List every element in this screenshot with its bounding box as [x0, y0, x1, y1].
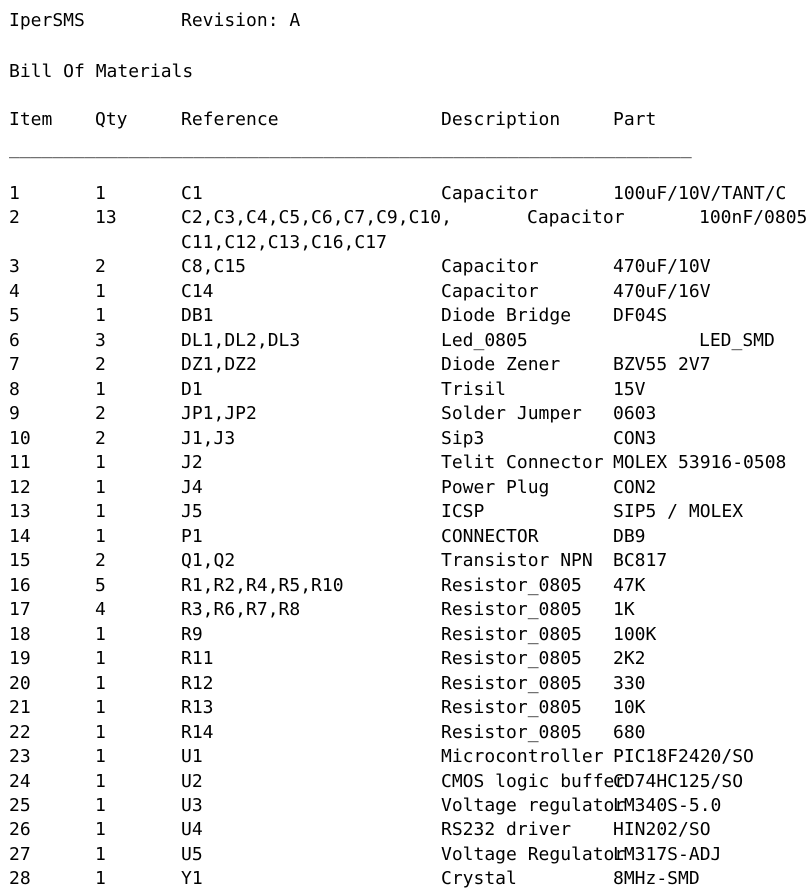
cell-reference: DL1,DL2,DL3 [181, 329, 301, 351]
cell-item: 4 [9, 280, 20, 302]
cell-description: Diode Bridge [441, 305, 572, 327]
cell-description: Resistor_0805 [441, 623, 582, 645]
cell-reference: C1 [181, 183, 203, 204]
cell-item: 9 [9, 403, 20, 425]
cell-qty: 1 [95, 183, 106, 204]
cell-qty: 1 [95, 623, 106, 645]
cell-description: Trisil [441, 378, 507, 400]
cell-item: 3 [9, 256, 20, 278]
cell-reference: J4 [181, 476, 203, 498]
cell-description: Power Plug [441, 476, 550, 498]
cell-reference: R14 [181, 721, 214, 743]
cell-reference: R13 [181, 697, 214, 719]
cell-description: Capacitor [441, 256, 539, 278]
cell-part: 100uF/10V/TANT/C [613, 183, 787, 204]
cell-part: DF04S [613, 305, 668, 327]
cell-part: CON3 [613, 427, 657, 449]
cell-item: 12 [9, 476, 31, 498]
cell-description: RS232 driver [441, 819, 572, 841]
cell-qty: 1 [95, 697, 106, 719]
cell-reference: Q1,Q2 [181, 550, 236, 572]
cell-description: Resistor_0805 [441, 599, 582, 621]
cell-reference: DB1 [181, 305, 214, 327]
cell-description: Transistor NPN [441, 550, 593, 572]
revision-label: Revision: A [181, 10, 301, 31]
cell-item: 16 [9, 574, 31, 596]
cell-qty: 2 [95, 256, 106, 278]
cell-description: Solder Jumper [441, 403, 582, 425]
cell-part: LM317S-ADJ [613, 843, 722, 865]
column-header-item: Item [9, 109, 53, 130]
cell-description: Resistor_0805 [441, 672, 582, 694]
cell-reference: R11 [181, 648, 214, 670]
cell-part: 15V [613, 378, 646, 400]
cell-reference: U4 [181, 819, 203, 841]
cell-part: 0603 [613, 403, 657, 425]
cell-reference: U1 [181, 746, 203, 768]
cell-item: 5 [9, 305, 20, 327]
cell-description: Resistor_0805 [441, 648, 582, 670]
cell-part: 680 [613, 721, 646, 743]
cell-qty: 1 [95, 843, 106, 865]
cell-description: Sip3 [441, 427, 485, 449]
cell-reference: R3,R6,R7,R8 [181, 599, 301, 621]
cell-part: 8MHz-SMD [613, 868, 700, 890]
cell-qty: 1 [95, 721, 106, 743]
cell-reference: Y1 [181, 868, 203, 890]
cell-item: 21 [9, 697, 31, 719]
cell-qty: 1 [95, 280, 106, 302]
cell-item: 14 [9, 525, 31, 547]
cell-part: 47K [613, 574, 646, 596]
cell-part: BC817 [613, 550, 668, 572]
cell-part: CD74HC125/SO [613, 770, 744, 792]
cell-description: Microcontroller [441, 746, 604, 768]
cell-item: 7 [9, 354, 20, 376]
cell-item: 24 [9, 770, 31, 792]
cell-item: 23 [9, 746, 31, 768]
cell-qty: 2 [95, 550, 106, 572]
cell-part: 100K [613, 623, 657, 645]
cell-description: Resistor_0805 [441, 574, 582, 596]
cell-part: DB9 [613, 525, 646, 547]
cell-reference: P1 [181, 525, 203, 547]
cell-reference: R1,R2,R4,R5,R10 [181, 574, 344, 596]
cell-qty: 1 [95, 378, 106, 400]
cell-qty: 4 [95, 599, 106, 621]
cell-item: 25 [9, 795, 31, 816]
cell-item: 13 [9, 501, 31, 523]
cell-description: Resistor_0805 [441, 721, 582, 743]
cell-description: ICSP [441, 501, 485, 523]
cell-part: 2K2 [613, 648, 646, 670]
cell-qty: 1 [95, 795, 106, 816]
document-title: Bill Of Materials [9, 61, 194, 82]
cell-item: 18 [9, 623, 31, 645]
cell-description: Voltage regulator [441, 795, 626, 816]
cell-part: 100nF/0805 [699, 207, 808, 229]
cell-part: HIN202/SO [613, 819, 711, 841]
cell-qty: 1 [95, 452, 106, 474]
cell-qty: 13 [95, 207, 117, 229]
cell-qty: 1 [95, 501, 106, 523]
cell-part: LM340S-5.0 [613, 795, 722, 816]
cell-item: 6 [9, 329, 20, 351]
cell-part: LED_SMD [699, 329, 775, 351]
cell-description: Led_0805 [441, 329, 528, 351]
cell-reference: C2,C3,C4,C5,C6,C7,C9,C10, [181, 207, 452, 229]
cell-qty: 5 [95, 574, 106, 596]
cell-qty: 2 [95, 354, 106, 376]
cell-part: PIC18F2420/SO [613, 746, 754, 768]
column-header-part: Part [613, 109, 657, 130]
cell-description: Capacitor [441, 183, 539, 204]
cell-qty: 1 [95, 476, 106, 498]
cell-item: 8 [9, 378, 20, 400]
cell-description: Diode Zener [441, 354, 561, 376]
cell-item: 11 [9, 452, 31, 474]
cell-description: Voltage Regulator [441, 843, 626, 865]
cell-item: 27 [9, 843, 31, 865]
cell-part: 10K [613, 697, 646, 719]
cell-item: 20 [9, 672, 31, 694]
cell-part: CON2 [613, 476, 657, 498]
cell-item: 19 [9, 648, 31, 670]
cell-item: 2 [9, 207, 20, 229]
cell-item: 26 [9, 819, 31, 841]
column-header-description: Description [441, 109, 561, 130]
cell-item: 1 [9, 183, 20, 204]
cell-description: Resistor_0805 [441, 697, 582, 719]
cell-qty: 2 [95, 403, 106, 425]
cell-reference: C8,C15 [181, 256, 247, 278]
cell-reference: U2 [181, 770, 203, 792]
cell-qty: 1 [95, 746, 106, 768]
cell-description: Telit Connector [441, 452, 604, 474]
cell-item: 10 [9, 427, 31, 449]
cell-item: 28 [9, 868, 31, 890]
cell-qty: 1 [95, 819, 106, 841]
cell-item: 22 [9, 721, 31, 743]
cell-qty: 1 [95, 868, 106, 890]
cell-qty: 2 [95, 427, 106, 449]
cell-reference: C14 [181, 280, 214, 302]
header-divider: _______________________________________________________________ [9, 138, 692, 159]
cell-reference: DZ1,DZ2 [181, 354, 257, 376]
cell-reference: J5 [181, 501, 203, 523]
cell-qty: 1 [95, 648, 106, 670]
cell-reference: R12 [181, 672, 214, 694]
cell-reference-continued: C11,C12,C13,C16,C17 [181, 231, 387, 253]
cell-qty: 1 [95, 770, 106, 792]
cell-reference: R9 [181, 623, 203, 645]
cell-description: CONNECTOR [441, 525, 539, 547]
cell-qty: 3 [95, 329, 106, 351]
cell-reference: U5 [181, 843, 203, 865]
cell-description: Capacitor [441, 280, 539, 302]
cell-part: 470uF/10V [613, 256, 711, 278]
cell-part: 470uF/16V [613, 280, 711, 302]
cell-part: 330 [613, 672, 646, 694]
cell-reference: D1 [181, 378, 203, 400]
cell-qty: 1 [95, 305, 106, 327]
cell-part: SIP5 / MOLEX [613, 501, 744, 523]
cell-description: CMOS logic buffer [441, 770, 626, 792]
project-name: IperSMS [9, 10, 85, 31]
cell-part: MOLEX 53916-0508 [613, 452, 787, 474]
cell-part: BZV55 2V7 [613, 354, 711, 376]
cell-reference: U3 [181, 795, 203, 816]
cell-reference: J1,J3 [181, 427, 236, 449]
cell-qty: 1 [95, 525, 106, 547]
column-header-reference: Reference [181, 109, 279, 130]
cell-description: Capacitor [527, 207, 625, 229]
cell-part: 1K [613, 599, 635, 621]
cell-reference: J2 [181, 452, 203, 474]
cell-qty: 1 [95, 672, 106, 694]
cell-item: 15 [9, 550, 31, 572]
cell-description: Crystal [441, 868, 517, 890]
cell-item: 17 [9, 599, 31, 621]
column-header-qty: Qty [95, 109, 128, 130]
cell-reference: JP1,JP2 [181, 403, 257, 425]
